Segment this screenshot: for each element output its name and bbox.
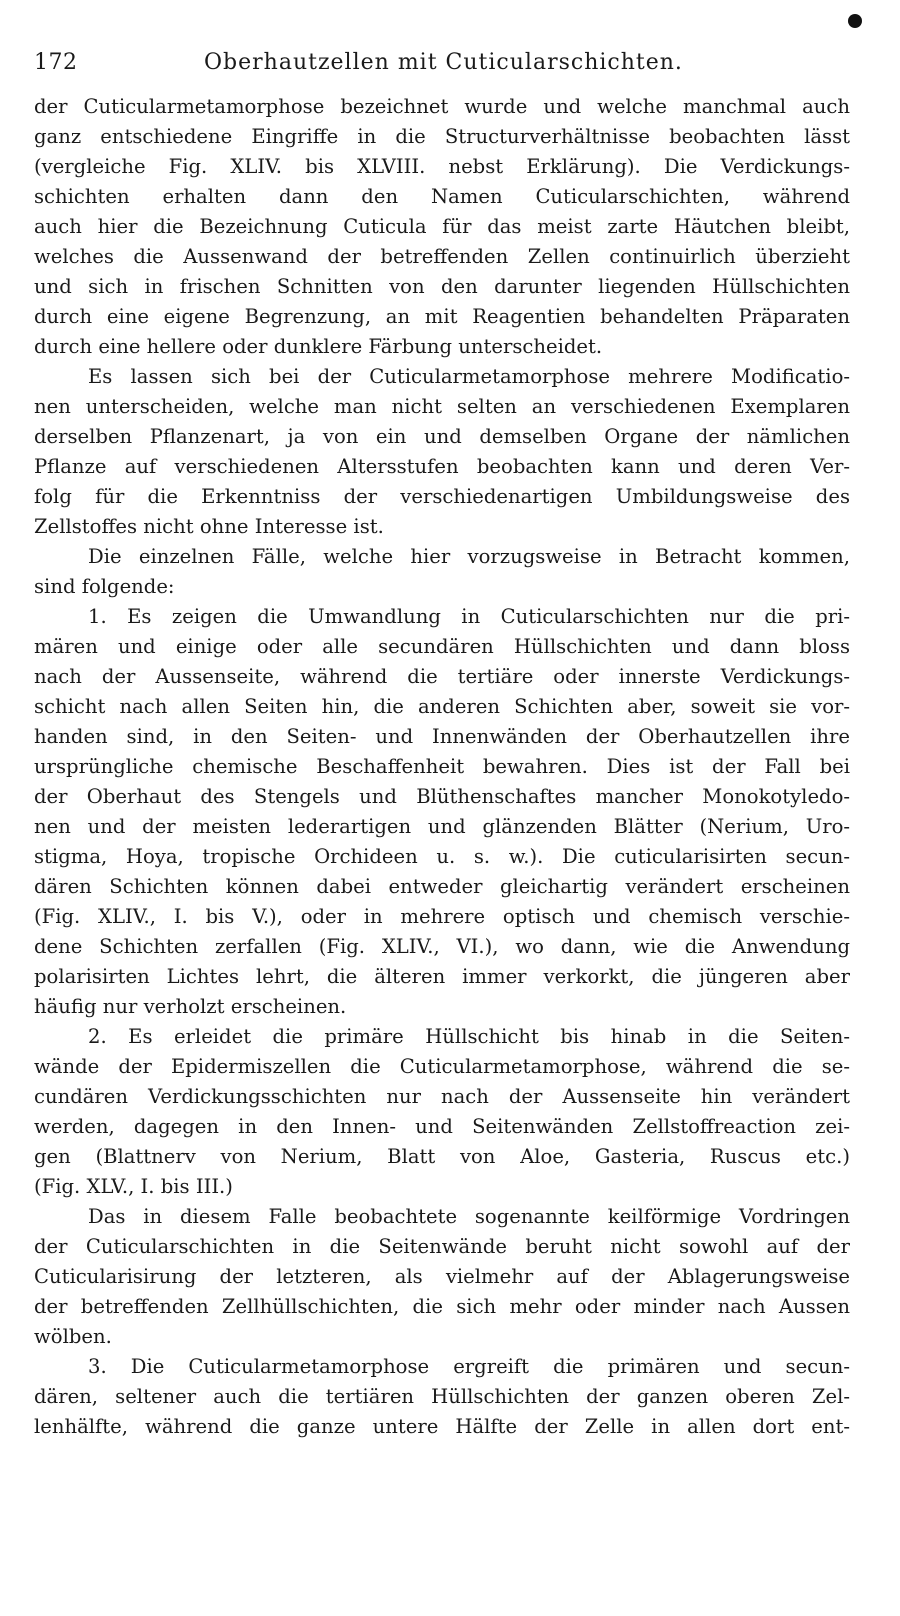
text-line: polarisirten Lichtes lehrt, die älteren immer verkorkt, die jüngeren aber (34, 965, 850, 988)
text-line: nach der Aussenseite, während die tertiäre oder innerste Verdickungs- (34, 665, 850, 688)
text-line: und sich in frischen Schnitten von den darunter liegenden Hüllschichten (34, 275, 850, 298)
text-line: der Oberhaut des Stengels und Blüthenschaftes mancher Monokotyledo- (34, 785, 850, 808)
text-line: Zellstoffes nicht ohne Interesse ist. (34, 515, 384, 538)
text-line: durch eine hellere oder dunklere Färbung unterscheidet. (34, 335, 603, 358)
text-line: (Fig. XLIV., I. bis V.), oder in mehrere optisch und chemisch verschie- (34, 905, 850, 928)
text-line: der Cuticularmetamorphose bezeichnet wurde und welche manchmal auch (34, 95, 850, 118)
text-line: sind folgende: (34, 575, 175, 598)
text-line: ursprüngliche chemische Beschaffenheit bewahren. Dies ist der Fall bei (34, 755, 850, 778)
text-line: 1. Es zeigen die Umwandlung in Cuticularschichten nur die pri- (88, 605, 850, 628)
text-line: dären, seltener auch die tertiären Hüllschichten der ganzen oberen Zel- (34, 1385, 850, 1408)
text-line: cundären Verdickungsschichten nur nach der Aussenseite hin verändert (34, 1085, 850, 1108)
text-line: derselben Pflanzenart, ja von ein und demselben Organe der nämlichen (34, 425, 850, 448)
text-line: auch hier die Bezeichnung Cuticula für das meist zarte Häutchen bleibt, (34, 215, 850, 238)
text-line: wölben. (34, 1325, 112, 1348)
text-line: Pflanze auf verschiedenen Altersstufen beobachten kann und deren Ver- (34, 455, 850, 478)
text-line: werden, dagegen in den Innen- und Seitenwänden Zellstoffreaction zei- (34, 1115, 850, 1138)
text-line: häufig nur verholzt erscheinen. (34, 995, 347, 1018)
text-line: gen (Blattnerv von Nerium, Blatt von Aloe, Gasteria, Ruscus etc.) (34, 1145, 850, 1168)
text-line: Cuticularisirung der letzteren, als vielmehr auf der Ablagerungsweise (34, 1265, 850, 1288)
ink-blot (848, 14, 862, 28)
text-line: stigma, Hoya, tropische Orchideen u. s. w.). Die cuticularisirten secun- (34, 845, 850, 868)
text-line: welches die Aussenwand der betreffenden Zellen continuirlich überzieht (34, 245, 850, 268)
text-line: ganz entschiedene Eingriffe in die Structurverhältnisse beobachten lässt (34, 125, 850, 148)
text-line: schichten erhalten dann den Namen Cuticularschichten, während (34, 185, 850, 208)
text-line: Die einzelnen Fälle, welche hier vorzugsweise in Betracht kommen, (88, 545, 850, 568)
running-title: Oberhautzellen mit Cuticularschichten. (204, 50, 683, 75)
text-line: nen und der meisten lederartigen und glänzenden Blätter (Nerium, Uro- (34, 815, 850, 838)
text-line: dären Schichten können dabei entweder gleichartig verändert erscheinen (34, 875, 850, 898)
text-line: 2. Es erleidet die primäre Hüllschicht bis hinab in die Seiten- (88, 1025, 850, 1048)
text-line: folg für die Erkenntniss der verschiedenartigen Umbildungsweise des (34, 485, 850, 508)
text-line: der betreffenden Zellhüllschichten, die sich mehr oder minder nach Aussen (34, 1295, 850, 1318)
text-line: Das in diesem Falle beobachtete sogenannte keilförmige Vordringen (88, 1205, 850, 1228)
page-number: 172 (34, 50, 78, 75)
page-header (34, 44, 854, 84)
text-line: lenhälfte, während die ganze untere Hälfte der Zelle in allen dort ent- (34, 1415, 850, 1438)
text-line: Es lassen sich bei der Cuticularmetamorphose mehrere Modificatio- (88, 365, 850, 388)
text-line: mären und einige oder alle secundären Hüllschichten und dann bloss (34, 635, 850, 658)
text-line: der Cuticularschichten in die Seitenwände beruht nicht sowohl auf der (34, 1235, 850, 1258)
text-line: (Fig. XLV., I. bis III.) (34, 1175, 233, 1198)
text-line: durch eine eigene Begrenzung, an mit Reagentien behandelten Präparaten (34, 305, 850, 328)
text-line: wände der Epidermiszellen die Cuticularmetamorphose, während die se- (34, 1055, 850, 1078)
text-line: handen sind, in den Seiten- und Innenwänden der Oberhautzellen ihre (34, 725, 850, 748)
text-line: schicht nach allen Seiten hin, die anderen Schichten aber, soweit sie vor- (34, 695, 850, 718)
text-line: (vergleiche Fig. XLIV. bis XLVIII. nebst Erklärung). Die Verdickungs- (34, 155, 850, 178)
text-line: dene Schichten zerfallen (Fig. XLIV., VI.), wo dann, wie die Anwendung (34, 935, 850, 958)
text-line: 3. Die Cuticularmetamorphose ergreift die primären und secun- (88, 1355, 850, 1378)
text-line: nen unterscheiden, welche man nicht selten an verschiedenen Exemplaren (34, 395, 850, 418)
